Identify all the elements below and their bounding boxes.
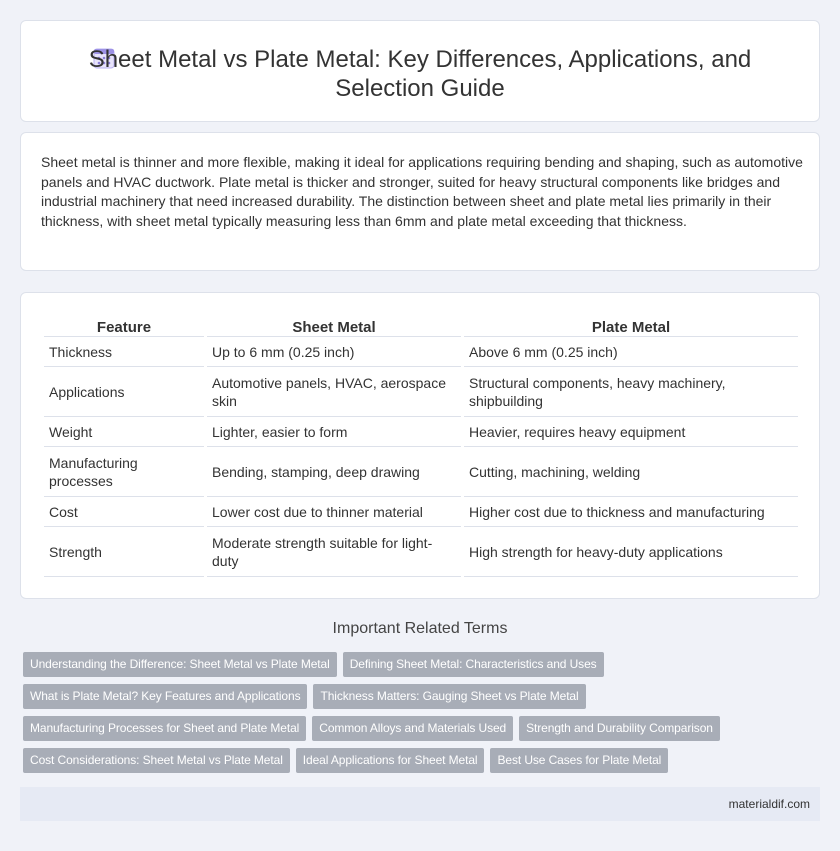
comparison-table-card <box>20 292 820 599</box>
page-title: Sheet Metal vs Plate Metal: Key Differences, Applications, and Selection Guide <box>88 46 752 102</box>
tag-row <box>20 716 820 748</box>
table-header-row <box>44 315 798 337</box>
table-cell: Higher cost due to thickness and manufacturing <box>464 497 798 527</box>
table-cell: Weight <box>44 417 204 447</box>
table-row <box>44 417 798 447</box>
table-cell: Applications <box>44 367 204 417</box>
table-cell: Lighter, easier to form <box>207 417 461 447</box>
comparison-table <box>41 315 801 577</box>
tag-row <box>20 652 820 684</box>
header-card <box>20 20 820 122</box>
related-term-link[interactable]: What is Plate Metal? Key Features and Applications <box>23 684 307 709</box>
table-cell: Above 6 mm (0.25 inch) <box>464 337 798 367</box>
related-terms-heading: Important Related Terms <box>332 620 508 637</box>
footer-site-name: materialdif.com <box>728 797 810 811</box>
table-cell: Bending, stamping, deep drawing <box>207 447 461 497</box>
related-term-link[interactable]: Strength and Durability Comparison <box>519 716 720 741</box>
table-cell: Heavier, requires heavy equipment <box>464 417 798 447</box>
header-plate-metal: Plate Metal <box>464 315 798 337</box>
table-cell: Structural components, heavy machinery, shipbuilding <box>464 367 798 417</box>
intro-paragraph: Sheet metal is thinner and more flexible, making it ideal for applications requiring bending and shaping, such as automotive panels and HVAC ductwork. Plate metal is thicker and stronger, suited for heavy structural components like bridges and industrial machinery that need increased durability. The distinction between sheet and plate metal lies primarily in their thickness, with sheet metal typically measuring less than 6mm and plate metal exceeding that thickness. <box>41 154 803 229</box>
table-cell: Thickness <box>44 337 204 367</box>
table-row <box>44 527 798 577</box>
related-terms-list <box>20 652 820 780</box>
table-row <box>44 447 798 497</box>
related-term-link[interactable]: Common Alloys and Materials Used <box>312 716 513 741</box>
related-term-link[interactable]: Understanding the Difference: Sheet Metal vs Plate Metal <box>23 652 337 677</box>
table-cell: Lower cost due to thinner material <box>207 497 461 527</box>
table-row <box>44 367 798 417</box>
related-term-link[interactable]: Thickness Matters: Gauging Sheet vs Plate Metal <box>313 684 585 709</box>
related-term-link[interactable]: Defining Sheet Metal: Characteristics and Uses <box>343 652 604 677</box>
related-term-link[interactable]: Best Use Cases for Plate Metal <box>490 748 668 773</box>
related-term-link[interactable]: Ideal Applications for Sheet Metal <box>296 748 485 773</box>
header-feature: Feature <box>44 315 204 337</box>
table-cell: Strength <box>44 527 204 577</box>
table-cell: Up to 6 mm (0.25 inch) <box>207 337 461 367</box>
related-term-link[interactable]: Cost Considerations: Sheet Metal vs Plate Metal <box>23 748 290 773</box>
table-cell: Moderate strength suitable for light-duty <box>207 527 461 577</box>
header-sheet-metal: Sheet Metal <box>207 315 461 337</box>
table-cell: High strength for heavy-duty applications <box>464 527 798 577</box>
intro-card <box>20 132 820 271</box>
table-row <box>44 337 798 367</box>
related-term-link[interactable]: Manufacturing Processes for Sheet and Plate Metal <box>23 716 306 741</box>
tag-row <box>20 748 820 780</box>
table-cell: Automotive panels, HVAC, aerospace skin <box>207 367 461 417</box>
table-cell: Cost <box>44 497 204 527</box>
table-cell: Cutting, machining, welding <box>464 447 798 497</box>
table-cell: Manufacturing processes <box>44 447 204 497</box>
table-row <box>44 497 798 527</box>
tag-row <box>20 684 820 716</box>
footer-bar <box>20 787 820 821</box>
